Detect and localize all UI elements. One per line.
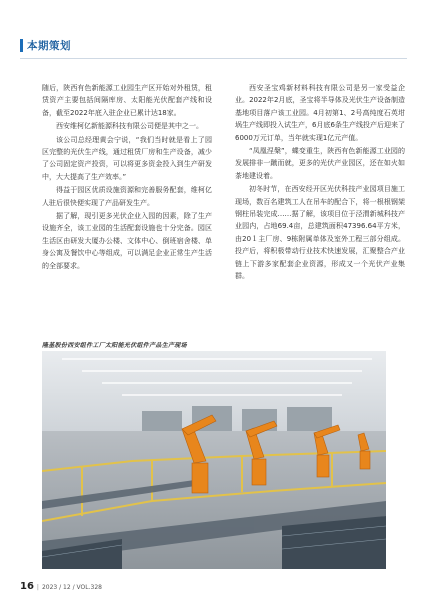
issue-info: 2023 / 12 / VOL.328: [41, 584, 102, 591]
section-header: [20, 38, 71, 53]
right-column: [235, 82, 405, 284]
header-divider: [20, 58, 407, 59]
section-marker: [20, 39, 23, 52]
left-paragraph-1: 随后，陕西有色新能源工业园生产区开始对外租赁，租赁资产主要包括间隔库房、太阳能光伏配套产线和设备，截至2022年底入驻企业已累计达18家。: [42, 84, 212, 117]
left-paragraph-5: 据了解，现引更多光伏企业入园的因素，除了生产设施齐全，该工业园的生活配套设施也十分完备。园区生活区由研发大厦办公楼、文体中心、倒班宿舍楼、单身公寓及餐饮中心等组成，可以满足企业正常生产生活的全部要求。: [42, 212, 212, 270]
page-number: 16: [20, 581, 34, 592]
section-title: 本期策划: [27, 40, 71, 52]
photo-caption: 隆基股份西安组件工厂太阳能光伏组件产品生产现场: [42, 342, 187, 349]
left-paragraph-2: 西安维柯亿新能源科技有限公司便是其中之一。: [56, 122, 203, 131]
right-paragraph-1: 西安圣宝鸡新材料科技有限公司是另一家受益企业。2022年2月底，圣宝将半导体及光伏生产设备制造基地项目落户该工业园。4月初第1、2号高纯度石英坩埚生产线即投入试生产，6月底6条生产线投产后迎来了6000万元订单，当年就实现1亿元产值。: [235, 84, 405, 142]
factory-photo: [42, 351, 386, 569]
page-footer: [20, 581, 102, 592]
right-paragraph-2: “凤凰涅槃”，蝶变重生，陕西有色新能源工业园的发展排非一蹴而就，更多的光伏产业园区，还在如火如茶地建设着。: [235, 147, 405, 180]
left-paragraph-3: 该公司总经理黄会宁说，“我们当时就是看上了园区完整的光伏生产线，通过租赁厂房和生产设备，减少了公司固定资产投资，可以将更多资金投入到生产研发中，大大提高了生产效率。”: [42, 135, 212, 181]
left-column: [42, 82, 212, 273]
footer-separator: |: [36, 584, 39, 591]
factory-illustration: [42, 351, 386, 569]
left-paragraph-4: 得益于园区优质设施资源和完善服务配套，维柯亿人驻后很快便实现了产品研发生产。: [42, 186, 212, 207]
right-paragraph-3: 初冬时节，在西安经开区光伏科技产业园项目施工现场，数百名建筑工人在吊车的配合下，将一根根钢架钢柱吊装完成……据了解，该项目位于泾渭新城科技产业园内，占地69.4亩，总建筑面积47396.64平方米，由20１主厂房、9栋附属单体及室外工程三部分组成。投产后，将积极带动行业技术快速发展，汇聚整合产业链上下游多家配套企业资源，形成又一个光伏产业集群。: [235, 185, 405, 281]
